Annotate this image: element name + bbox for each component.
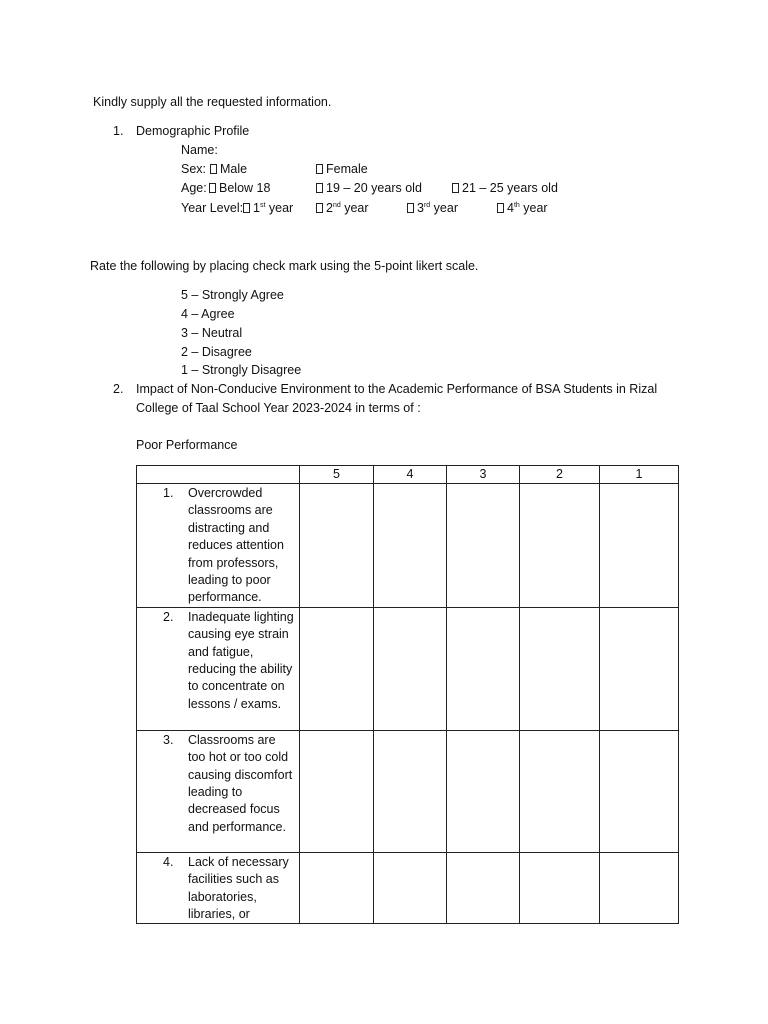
name-label: Name: — [181, 143, 218, 157]
rating-cell-4[interactable] — [374, 484, 447, 608]
rating-cell-1[interactable] — [600, 484, 679, 608]
table-row — [137, 852, 679, 924]
table-row — [137, 730, 679, 852]
section2-number: 2. — [113, 382, 124, 396]
rating-cell-2[interactable] — [520, 607, 600, 730]
statement-cell: 4. Lack of necessary facilities such as laboratories, libraries, or — [137, 852, 300, 924]
year-option-1st[interactable]: 1st year — [243, 199, 293, 217]
checkbox-icon — [497, 203, 504, 213]
checkbox-icon — [452, 183, 459, 193]
section1-title: Demographic Profile — [136, 124, 250, 138]
section2-title-line1: Impact of Non-Conducive Environment to the Academic Performance of BSA Students in Rizal — [136, 382, 658, 396]
sex-option-male[interactable]: Male — [210, 160, 247, 178]
year-level-label: Year Level: — [181, 201, 244, 215]
table-header-1: 1 — [600, 466, 679, 484]
rating-cell-3[interactable] — [447, 484, 520, 608]
statement-cell: 2. Inadequate lighting causing eye strain and fatigue, reducing the ability to concentrate on lessons / exams. — [137, 607, 300, 730]
statement-text: Overcrowded classrooms are distracting and reduces attention from professors, leading to poor performance. — [188, 486, 284, 605]
rating-cell-4[interactable] — [374, 852, 447, 924]
sex-option-female[interactable]: Female — [316, 160, 368, 178]
rating-cell-2[interactable] — [520, 852, 600, 924]
table-row — [137, 607, 679, 730]
year-option-2nd[interactable]: 2nd year — [316, 199, 369, 217]
poor-performance-heading: Poor Performance — [136, 438, 238, 452]
table-row — [137, 484, 679, 608]
section2-title-line2: College of Taal School Year 2023-2024 in terms of : — [136, 401, 421, 415]
year-option-4th[interactable]: 4th year — [497, 199, 548, 217]
rating-cell-2[interactable] — [520, 484, 600, 608]
sex-label: Sex: — [181, 162, 207, 176]
scale-item-3: 3 – Neutral — [181, 326, 243, 340]
checkbox-icon — [243, 203, 250, 213]
table-header-2: 2 — [520, 466, 600, 484]
age-option-19-20[interactable]: 19 – 20 years old — [316, 179, 422, 197]
checkbox-icon — [210, 164, 217, 174]
scale-item-2: 2 – Disagree — [181, 345, 252, 359]
scale-item-5: 5 – Strongly Agree — [181, 288, 284, 302]
rating-cell-3[interactable] — [447, 607, 520, 730]
table-header-4: 4 — [374, 466, 447, 484]
intro-text: Kindly supply all the requested information. — [93, 95, 332, 109]
statement-text: Inadequate lighting causing eye strain and fatigue, reducing the ability to concentrate on lessons / exams. — [188, 609, 294, 711]
section1-number: 1. — [113, 124, 124, 138]
rating-cell-5[interactable] — [300, 852, 374, 924]
rating-cell-5[interactable] — [300, 730, 374, 852]
rating-cell-5[interactable] — [300, 484, 374, 608]
statement-cell: 3. Classrooms are too hot or too cold causing discomfort leading to decreased focus and performance. — [137, 730, 300, 852]
likert-rating-table — [136, 465, 679, 924]
rating-cell-2[interactable] — [520, 730, 600, 852]
statement-text: Lack of necessary facilities such as laboratories, libraries, or — [188, 854, 289, 922]
scale-item-1: 1 – Strongly Disagree — [181, 363, 302, 377]
statement-text: Classrooms are too hot or too cold causing discomfort leading to decreased focus and performance. — [188, 732, 293, 834]
table-header-5: 5 — [300, 466, 374, 484]
table-header-row — [137, 466, 679, 484]
rating-cell-4[interactable] — [374, 607, 447, 730]
year-option-3rd[interactable]: 3rd year — [407, 199, 458, 217]
age-option-21-25[interactable]: 21 – 25 years old — [452, 179, 558, 197]
rating-cell-3[interactable] — [447, 852, 520, 924]
rating-cell-4[interactable] — [374, 730, 447, 852]
checkbox-icon — [316, 164, 323, 174]
rating-cell-1[interactable] — [600, 852, 679, 924]
checkbox-icon — [316, 183, 323, 193]
rating-cell-3[interactable] — [447, 730, 520, 852]
rating-cell-1[interactable] — [600, 607, 679, 730]
rating-cell-5[interactable] — [300, 607, 374, 730]
table-header-3: 3 — [447, 466, 520, 484]
rating-cell-1[interactable] — [600, 730, 679, 852]
checkbox-icon — [316, 203, 323, 213]
checkbox-icon — [209, 183, 216, 193]
age-label: Age: — [181, 181, 207, 195]
scale-item-4: 4 – Agree — [181, 307, 235, 321]
age-option-below-18[interactable]: Below 18 — [209, 179, 270, 197]
checkbox-icon — [407, 203, 414, 213]
statement-cell: 1. Overcrowded classrooms are distracting and reduces attention from professors, leading to poor performance. — [137, 484, 300, 608]
table-header-statement — [137, 466, 300, 484]
rate-instruction: Rate the following by placing check mark using the 5-point likert scale. — [90, 259, 479, 273]
